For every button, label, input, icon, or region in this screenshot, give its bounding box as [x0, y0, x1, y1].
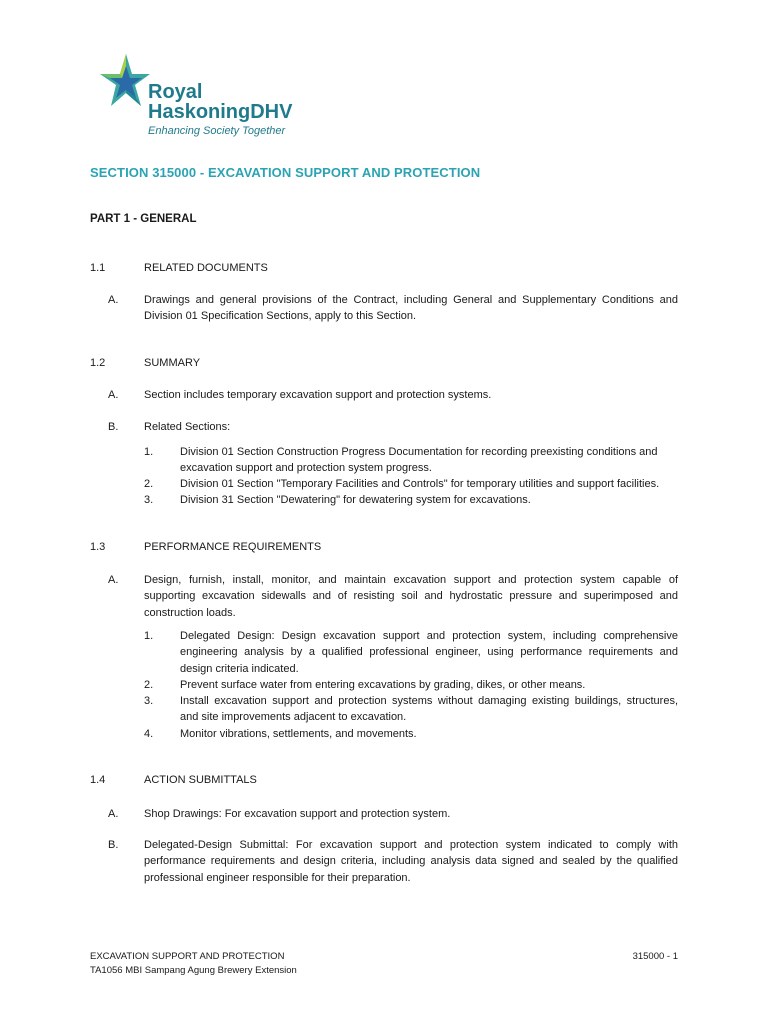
list-item: [180, 444, 678, 477]
paragraph-text: [144, 292, 678, 325]
section-heading: RELATED DOCUMENTS: [144, 262, 268, 274]
list-item: [180, 693, 678, 726]
list-item: [180, 628, 678, 677]
list-item: Division 31 Section "Dewatering" for dewatering system for excavations.: [180, 494, 531, 506]
page-number: 315000 - 1: [632, 951, 678, 962]
text-line: Division 01 Specification Sections, apply to this Section.: [144, 310, 417, 323]
paragraph-text: [144, 572, 678, 621]
list-number: 1.: [144, 630, 154, 642]
list-number: 2.: [144, 478, 154, 490]
text-line: Drawings and general provisions of the Contract, including General and Supplementary Conditions and: [144, 294, 678, 306]
text-line: supporting excavation sidewalls and of resisting soil and hydrostatic pressure and superimposed and: [144, 590, 678, 603]
footer-project: TA1056 MBI Sampang Agung Brewery Extension: [90, 965, 297, 976]
paragraph-text: Related Sections:: [144, 421, 231, 433]
footer-title: EXCAVATION SUPPORT AND PROTECTION: [90, 951, 285, 962]
paragraph-text: Shop Drawings: For excavation support and protection system.: [144, 808, 451, 820]
text-line: design criteria indicated.: [180, 662, 299, 675]
list-number: 3.: [144, 494, 154, 506]
text-line: Design, furnish, install, monitor, and maintain excavation support and protection system capable of: [144, 574, 678, 586]
text-line: Delegated-Design Submittal: For excavation support and protection system indicated to comply with: [144, 839, 678, 851]
section-number: 1.1: [90, 262, 106, 274]
text-line: and site improvements adjacent to excavation.: [180, 711, 407, 724]
logo-tagline: Enhancing Society Together: [148, 125, 286, 137]
text-line: performance requirements and design criteria, including analysis data signed and sealed by the qualified: [144, 855, 678, 868]
paragraph-text: [144, 837, 678, 886]
paragraph-text: Section includes temporary excavation support and protection systems.: [144, 389, 492, 401]
logo-text-royal: Royal: [148, 81, 203, 103]
section-title: SECTION 315000 - EXCAVATION SUPPORT AND PROTECTION: [90, 165, 481, 180]
logo-text-haskoning: HaskoningDHV: [148, 101, 293, 123]
text-line: engineering analysis by a qualified professional engineer, using performance requirements and: [180, 646, 678, 659]
paragraph-label: B.: [108, 839, 119, 851]
list-number: 1.: [144, 446, 154, 458]
paragraph-label: A.: [108, 808, 119, 820]
list-number: 2.: [144, 679, 154, 691]
paragraph-label: A.: [108, 389, 119, 401]
section-heading: SUMMARY: [144, 357, 201, 369]
company-logo: [88, 46, 298, 150]
star-logo-icon: [96, 52, 152, 112]
text-line: construction loads.: [144, 606, 236, 619]
paragraph-label: A.: [108, 574, 119, 586]
text-line: excavation support and protection system progress.: [180, 462, 432, 475]
list-number: 3.: [144, 695, 154, 707]
section-heading: ACTION SUBMITTALS: [144, 774, 257, 786]
text-line: Install excavation support and protection systems without damaging existing buildings, structures,: [180, 695, 678, 707]
text-line: Division 01 Section Construction Progress Documentation for recording preexisting conditions and: [180, 446, 658, 458]
paragraph-label: A.: [108, 294, 119, 306]
section-heading: PERFORMANCE REQUIREMENTS: [144, 541, 322, 553]
paragraph-label: B.: [108, 421, 119, 433]
text-line: professional engineer responsible for their preparation.: [144, 871, 411, 884]
part-title: PART 1 - GENERAL: [90, 213, 197, 225]
section-number: 1.4: [90, 774, 106, 786]
text-line: Delegated Design: Design excavation support and protection system, including comprehensive: [180, 630, 678, 642]
list-item: Division 01 Section "Temporary Facilities and Controls" for temporary utilities and support facilities.: [180, 478, 660, 490]
list-item: Monitor vibrations, settlements, and movements.: [180, 728, 417, 740]
section-number: 1.3: [90, 541, 106, 553]
list-number: 4.: [144, 728, 154, 740]
list-item: Prevent surface water from entering excavations by grading, dikes, or other means.: [180, 679, 586, 691]
section-number: 1.2: [90, 357, 106, 369]
